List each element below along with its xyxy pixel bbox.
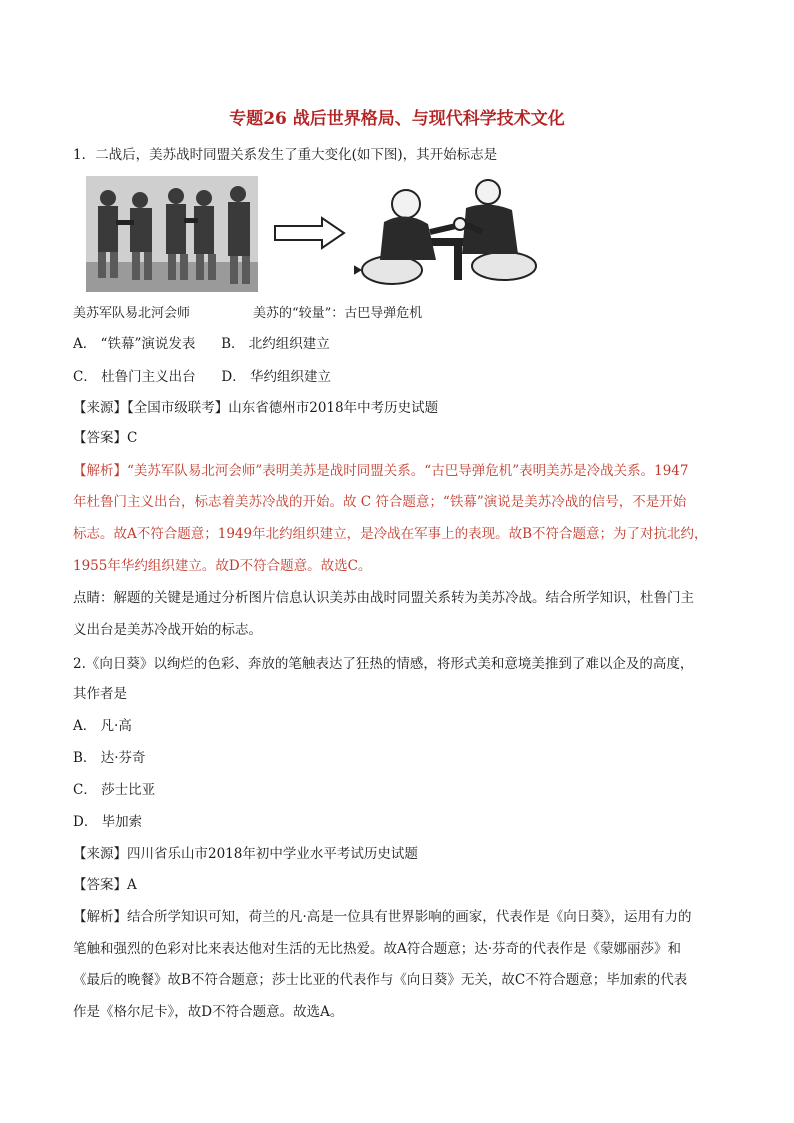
q1-tip-line: 点睛：解题的关键是通过分析图片信息认识美苏由战时同盟关系转为美苏冷战。结合所学知识，杜鲁门主 (73, 590, 694, 606)
q2-option-a: A． 凡·高 (73, 718, 132, 734)
q2-analysis-line: 笔触和强烈的色彩对比来表达他对生活的无比热爱。故A符合题意；达·芬奇的代表作是《蒙娜丽莎》和 (73, 941, 682, 957)
q2-stem-line: 其作者是 (73, 686, 127, 702)
q1-options-cd: C． 杜鲁门主义出台 D． 华约组织建立 (73, 369, 331, 385)
q1-options-ab: A． “铁幕”演说发表 B． 北约组织建立 (73, 336, 330, 352)
q2-answer: 【答案】A (73, 877, 137, 893)
q1-tip-line: 义出台是美苏冷战开始的标志。 (73, 622, 262, 638)
q2-analysis-line: 【解析】结合所学知识可知，荷兰的凡·高是一位具有世界影响的画家，代表作是《向日葵》，运用有力的 (73, 909, 692, 925)
q1-analysis-line: 年杜鲁门主义出台，标志着美苏冷战的开始。故 C 符合题意；“铁幕”演说是美苏冷战的信号，不是开始 (73, 494, 687, 510)
q2-option-c: C． 莎士比亚 (73, 782, 156, 798)
q1-caption-left: 美苏军队易北河会师 (73, 306, 191, 321)
q1-figure (86, 174, 546, 294)
q1-stem: 1．二战后，美苏战时同盟关系发生了重大变化(如下图)，其开始标志是 (73, 147, 498, 163)
q2-analysis-line: 《最后的晚餐》故B不符合题意；莎士比亚的代表作与《向日葵》无关，故C不符合题意；毕加索的代表 (73, 972, 688, 988)
q1-source: 【来源】【全国市级联考】山东省德州市2018年中考历史试题 (73, 400, 439, 416)
q1-answer: 【答案】C (73, 430, 138, 446)
q2-option-b: B． 达·芬奇 (73, 750, 146, 766)
q1-analysis-line: 标志。故A不符合题意；1949年北约组织建立，是冷战在军事上的表现。故B不符合题意；为了对抗北约， (73, 526, 708, 542)
q1-caption-right: 美苏的“较量”：古巴导弹危机 (253, 306, 423, 321)
q2-source: 【来源】四川省乐山市2018年初中学业水平考试历史试题 (73, 846, 418, 862)
q2-stem-line: 2.《向日葵》以绚烂的色彩、奔放的笔触表达了狂热的情感，将形式美和意境美推到了难以企及的高度， (73, 656, 694, 672)
arrow-right-icon (274, 216, 346, 250)
q1-analysis-line: 【解析】“美苏军队易北河会师”表明美苏是战时同盟关系。“古巴导弹危机”表明美苏是冷战关系。1947 (73, 463, 689, 479)
q2-analysis-line: 作是《格尔尼卡》，故D不符合题意。故选A。 (73, 1004, 344, 1020)
arm-wrestling-cartoon (354, 174, 544, 294)
q2-option-d: D． 毕加索 (73, 814, 143, 830)
q1-analysis-line: 1955年华约组织建立。故D不符合题意。故选C。 (73, 558, 372, 574)
page-title: 专题26 战后世界格局、与现代科学技术文化 (229, 109, 565, 129)
elbe-meeting-photo (86, 176, 258, 292)
